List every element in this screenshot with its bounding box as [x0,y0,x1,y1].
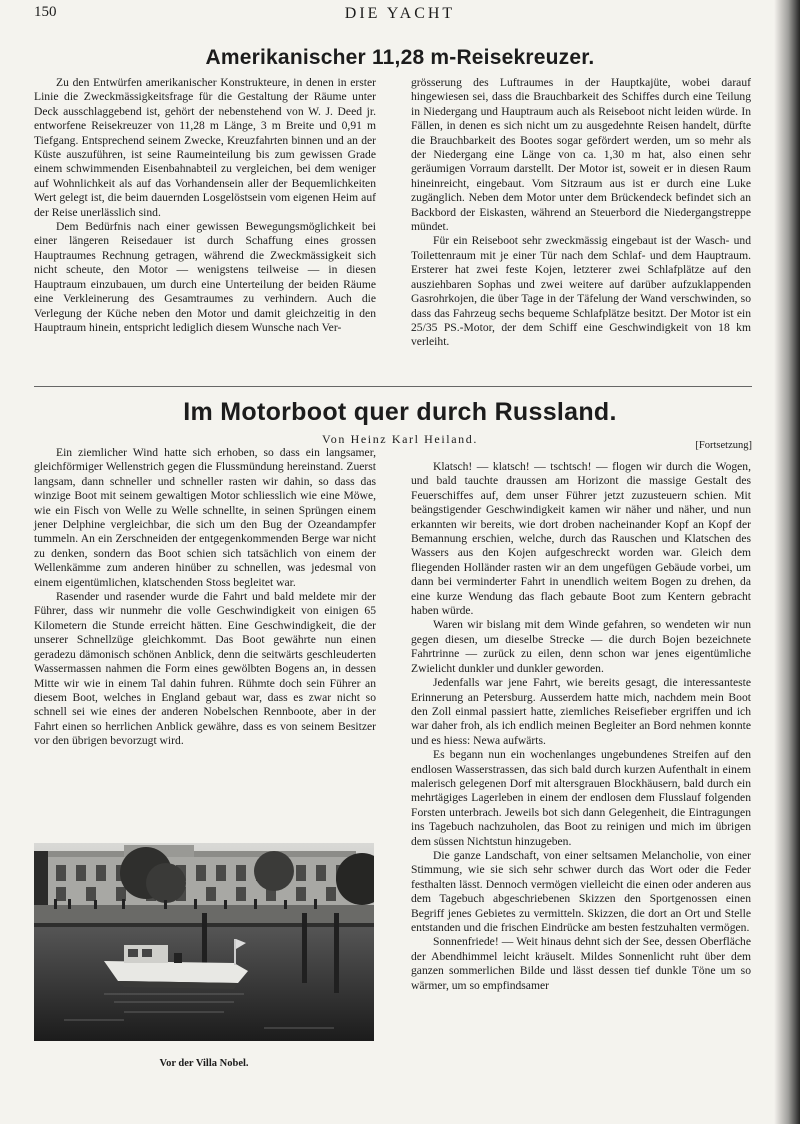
paragraph: Waren wir bislang mit dem Winde gefahren, so wendeten wir nun gegen diesen, um dieselbe Strecke — die durch Bojen bezeichnete Fahrtrinne — zurück zu eilen, denn schon war jenes eigentümliche Zwielicht dunkler und dunkler geworden. [411,618,751,675]
paragraph: Zu den Entwürfen amerikanischer Konstrukteure, in denen in erster Linie die Zweckmässigkeitsfrage für die Gestaltung der Räume unter Deck ausschlaggebend ist, gehört der nebenstehend von W. J. Deed jr. entworfene Reisekreuzer von 11,28 m Länge, 3 m Breite und 0,91 m Tiefgang. Entsprechend seinem Zwecke, Kreuzfahrten binnen und an der Küste auszuführen, ist seine Raumeinteilung bis zum gewissen Grade einem schwimmenden Eisenbahnabteil zu vergleichen, bei dem weniger auf Wohnlichkeit als auf das Vorhandensein aller der Bequemlichkeiten Wert gelegt ist, die beim dauernden Losgelöstsein vom eigenen Heim auf der Reise unerlässlich sind. [34,76,376,219]
photo-caption: Vor der Villa Nobel. [159,1058,249,1069]
paragraph: Klatsch! — klatsch! — tschtsch! — flogen wir durch die Wogen, und bald tauchte draussen am Horizont die massige Gestalt des Feuerschiffes auf, dem unser Führer jetzt zuzusteuern schien. Mit beängstigender Geschwindigkeit kamen wir näher und näher, und nun erkannten wir bereits, wie dort droben nacheinander Kopf an Kopf der Bemannung erschien, welche, durch das Rauschen und Klatschen des Wassers aus den Kojen aufgeschreckt worden war. Gleich dem fliegenden Holländer rasten wir an dem ungefügen Gebäude vorbei, um dann bei verminderter Fahrt in unendlich weitem Bogen zu drehen, da eine kurze Wendung das flach gebaute Boot zum Kentern gebracht haben würde. [411,460,751,618]
paragraph: Jedenfalls war jene Fahrt, wie bereits gesagt, die interessanteste Erinnerung an Petersburg. Ausserdem hatte mich, nachdem mein Boot den Zoll einmal passiert hatte, ziemliches Reisefieber ergriffen und ich war daher froh, als ich endlich meinen Begleiter an Bord nehmen konnte und es hiess: Newa aufwärts. [411,676,751,747]
article1-column-left [34,76,376,335]
paragraph: Es begann nun ein wochenlanges ungebundenes Streifen auf den endlosen Wasserstrassen, das sich bald durch kurzen Aufenthalt in einem malerisch gelegenen Dorf mit altersgrauen Blockhäusern, bald durch ein mehrtägiges Lagerleben in einem der endlosen dem Flusslauf folgenden Forsten unterbrach. Jeweils bot sich dann Gelegenheit, die Eintragungen ins Tagebuch nachzuholen, das Boot zu reinigen und mich im übrigen dem süssen Nichtstun hinzugeben. [411,748,751,848]
article2-title: Im Motorboot quer durch Russland. [183,398,617,426]
continuation-note: [Fortsetzung] [695,440,752,451]
paragraph: Für ein Reiseboot sehr zweckmässig eingebaut ist der Wasch- und Toilettenraum mit je einer Tür nach dem Schlaf- und dem Hauptraum. Ersterer hat zwei feste Kojen, letzterer zwei Schlafplätze auf den ausziehbaren Sophas und zwei weitere auf darüber aufzuklappenden Gasrohrkojen, die über Tage in der Täfelung der Wand verschwinden, so dass das Fahrzeug sechs bequeme Schlafplätze besitzt. Der Motor ist ein 25/35 PS.-Motor, der dem Schiff eine Geschwindigkeit von 18 km verleiht. [411,234,751,349]
article1-title: Amerikanischer 11,28 m-Reisekreuzer. [205,46,595,69]
section-divider [34,386,752,387]
paragraph: Ein ziemlicher Wind hatte sich erhoben, so dass ein langsamer, gleichförmiger Wellenstrich gegen die Flussmündung hereinstand. Zuerst langsam, dann schneller und schneller rasten wir dahin, so dass das winzige Boot mit seinem gewaltigen Motor schliesslich wie eine Möwe, wie ein Fisch von Welle zu Welle schnellte, in seinen Sprüngen einem jener Delphine vergleichbar, die sich um den Bug der Ozeandampfer tummeln. An ein Zerschneiden der entgegenkommenden Berge war nicht zu denken, sondern das Boot schien sich tatsächlich von einem der Wellenkämme zum anderen hinüber zu schnellen, was jedesmal von einem eigentümlichen, klatschenden Stoss begleitet war. [34,446,376,589]
paragraph: grösserung des Luftraumes in der Hauptkajüte, wobei darauf hingewiesen sei, dass die Brauchbarkeit des Schiffes durch eine Teilung in Niedergang und Hauptraum auch als Reiseboot nicht leiden würde. In Fällen, in denen es sich nicht um zu ausgedehnte Reisen handelt, dürfte die Brauchbarkeit des Bootes sogar gefördert werden, um so mehr als der Niedergang eine Länge von ca. 1,30 m hat, also einen sehr geräumigen Vorraum darstellt. Der Motor ist, soweit er in diesen Raum hineinreicht, eingebaut. Vom Sitzraum aus ist er durch eine Luke zugänglich. Neben dem Motor unter dem Brückendeck befindet sich an Backbord der Eiskasten, während an Steuerbord die Niedergangstreppe mündet. [411,76,751,234]
paragraph: Rasender und rasender wurde die Fahrt und bald meldete mir der Führer, dass wir nunmehr die volle Geschwindigkeit von einigen 65 Kilometern die Stunde erreicht hätten. Eine Geschwindigkeit, die der unserer Schnellzüge gleichkommt. Das Boot gewährte nun einen geradezu dämonisch schönen Anblick, denn die seitwärts geschleuderten Wassermassen nahmen die Form eines gewölbten Bogens an, in dessen Mitte wir wie in einem Tal dahin fuhren. Rühmte doch sein Führer an diesem Boot, welches in England gebaut war, dass es zwar nicht so schnell sei wie eines der anderen Nobelschen Rennboote, aber in der Fahrt einen so herrlichen Anblick gewähre, dass es von seinem Besitzer vor den übrigen bevorzugt wird. [34,590,376,748]
paragraph: Dem Bedürfnis nach einer gewissen Bewegungsmöglichkeit bei einer längeren Reisedauer ist durch Schaffung eines grossen Hauptraumes Rechnung getragen, während die Zweckmässigkeit sich nicht scheute, den Motor — wenigstens teilweise — in diesen Hauptraum einzubauen, um durch eine Unterteilung der beiden Räume eine Verkleinerung des Gesamtraumes zu verhindern. Auch die Verlegung der Küche neben den Motor und damit gleichzeitig in den Hauptraum hinein, entspricht lediglich diesem Wunsche nach Ver- [34,220,376,334]
article2-column-right [411,460,751,993]
article2-byline: Von Heinz Karl Heiland. [322,432,478,446]
page-number: 150 [34,4,57,20]
photo-villa-nobel [34,843,374,1041]
article2-column-left [34,446,376,749]
photo-illustration [34,843,374,1041]
page-edge-shadow [774,0,800,1124]
running-title: DIE YACHT [344,5,456,22]
paragraph: Sonnenfriede! — Weit hinaus dehnt sich der See, dessen Oberfläche der Abendhimmel leicht kräuselt. Mildes Sonnenlicht ruht über dem ganzen sommerlichen Bilde und lässt dessen tief dunkle Töne um so wärmer, um so empfindsamer [411,935,751,992]
paragraph: Die ganze Landschaft, von einer seltsamen Melancholie, von einer Stimmung, wie sie sich sehr schwer durch das Wort oder die Feder festhalten lässt. Dennoch vermögen vielleicht die einen oder anderen aus dem Tagebuch abgeschriebenen Skizzen den Sportgenossen einen Begriff jenes Gebietes zu vermitteln. Skizzen, die dort an Ort und Stelle entstanden und die frischen Eindrücke am besten festzuhalten vermögen. [411,848,751,934]
article1-column-right [411,76,751,350]
